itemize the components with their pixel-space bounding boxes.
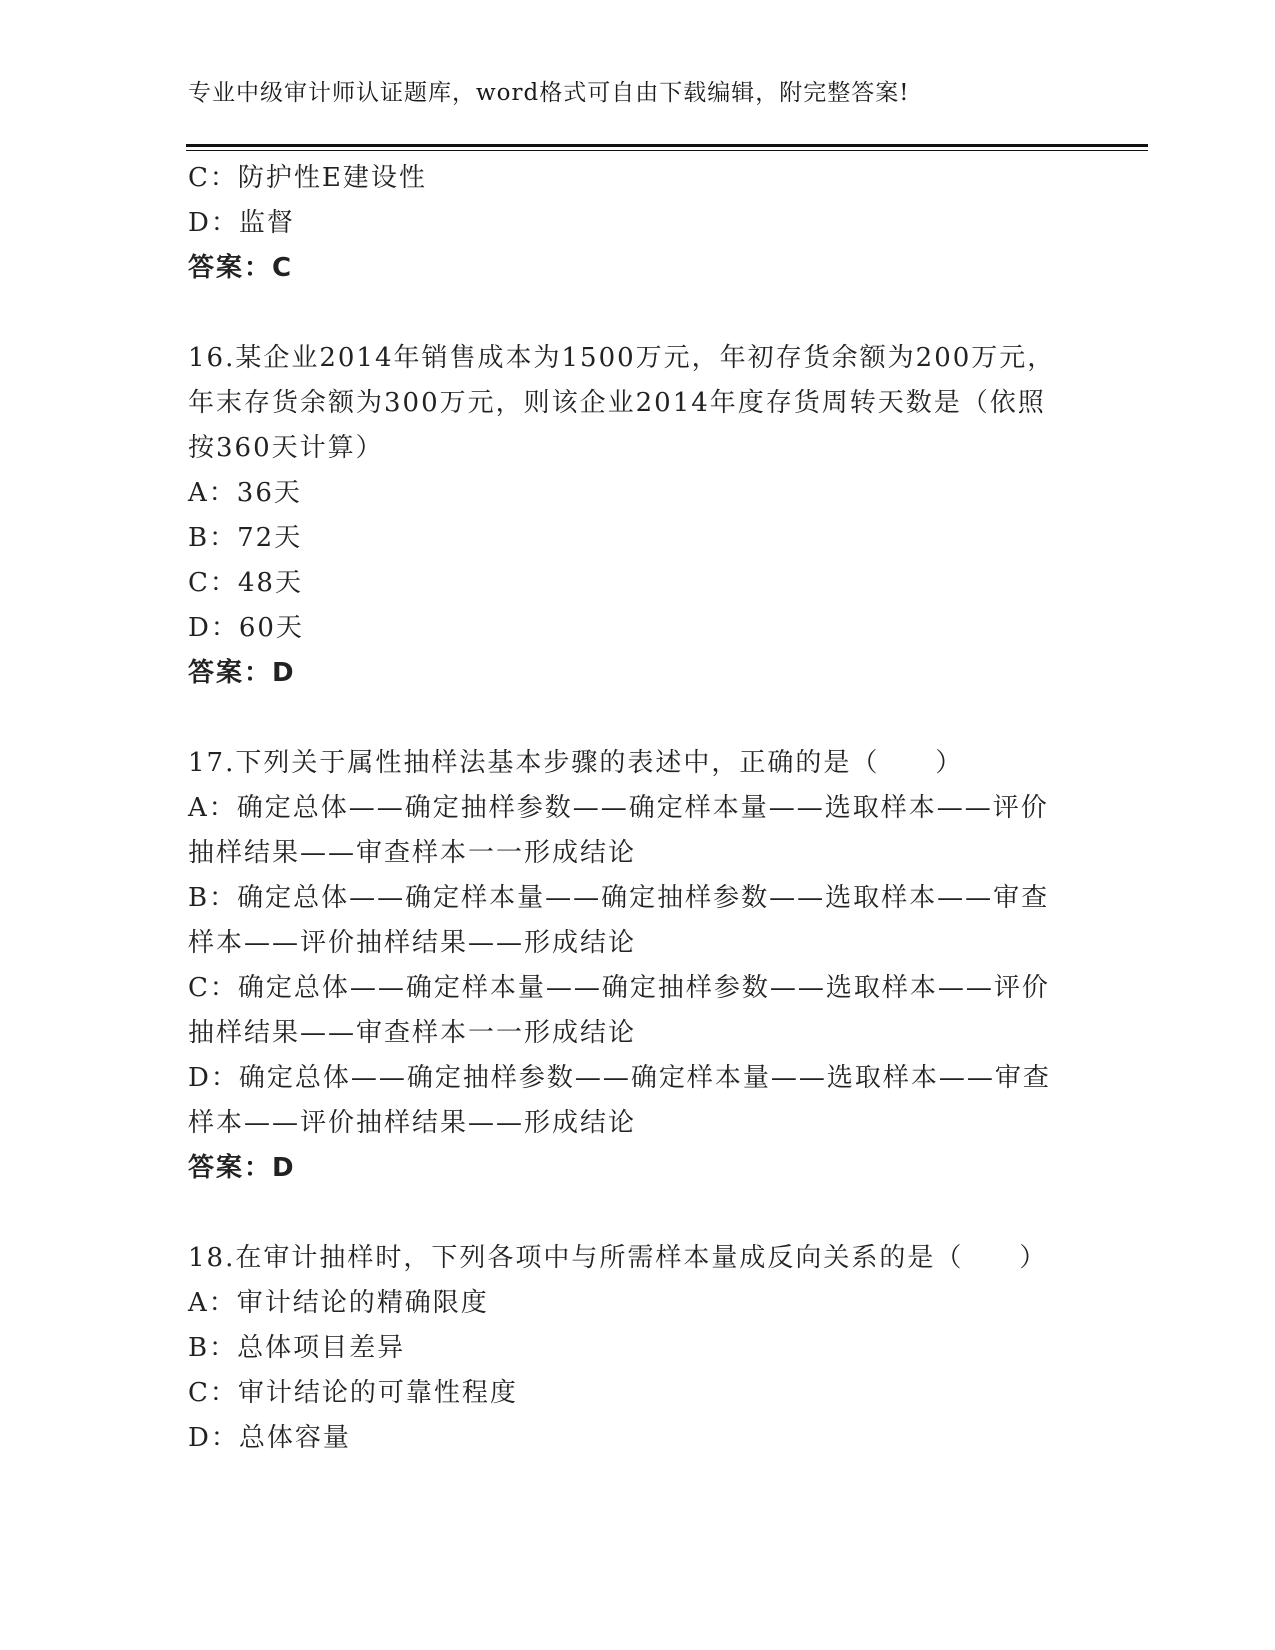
header-rule-thick: [186, 144, 1148, 147]
option-c: C：防护性E建设性: [188, 163, 427, 193]
question-stem: 16.某企业2014年销售成本为1500万元，年初存货余额为200万元，: [188, 343, 1056, 373]
option-d: D：60天: [188, 613, 304, 643]
question-18: [188, 1236, 1088, 1461]
question-stem: 17.下列关于属性抽样法基本步骤的表述中，正确的是（ ）: [188, 748, 964, 778]
option-b-cont: 样本——评价抽样结果——形成结论: [188, 928, 637, 958]
option-c: C：确定总体——确定样本量——确定抽样参数——选取样本——评价: [188, 973, 1050, 1003]
option-b: B：总体项目差异: [188, 1333, 406, 1363]
option-b: B：72天: [188, 523, 303, 553]
question-stem: 按360天计算）: [188, 433, 384, 463]
document-body: [188, 156, 1088, 1461]
option-a: A：审计结论的精确限度: [188, 1288, 489, 1318]
option-c: C：48天: [188, 568, 303, 598]
header-rule-thin: [186, 150, 1148, 151]
question-stem: 18.在审计抽样时，下列各项中与所需样本量成反向关系的是（ ）: [188, 1243, 1048, 1273]
option-d-cont: 样本——评价抽样结果——形成结论: [188, 1108, 637, 1138]
question-16: [188, 336, 1088, 696]
option-d: D：总体容量: [188, 1423, 351, 1453]
page-header: 专业中级审计师认证题库，word格式可自由下载编辑，附完整答案!: [188, 80, 910, 106]
option-d: D：确定总体——确定抽样参数——确定样本量——选取样本——审查: [188, 1063, 1051, 1093]
option-a: A：36天: [188, 478, 302, 508]
option-d: D：监督: [188, 208, 295, 238]
question-stem: 年末存货余额为300万元，则该企业2014年度存货周转天数是（依照: [188, 388, 1046, 418]
prev-question: [188, 156, 1088, 291]
answer: 答案：D: [188, 1153, 296, 1183]
option-b: B：确定总体——确定样本量——确定抽样参数——选取样本——审查: [188, 883, 1050, 913]
option-c-cont: 抽样结果——审查样本一一形成结论: [188, 1018, 637, 1048]
question-17: [188, 741, 1088, 1191]
option-c: C：审计结论的可靠性程度: [188, 1378, 518, 1408]
option-a: A：确定总体——确定抽样参数——确定样本量——选取样本——评价: [188, 793, 1049, 823]
option-a-cont: 抽样结果——审查样本一一形成结论: [188, 838, 637, 868]
answer: 答案：C: [188, 253, 294, 283]
answer: 答案：D: [188, 658, 296, 688]
